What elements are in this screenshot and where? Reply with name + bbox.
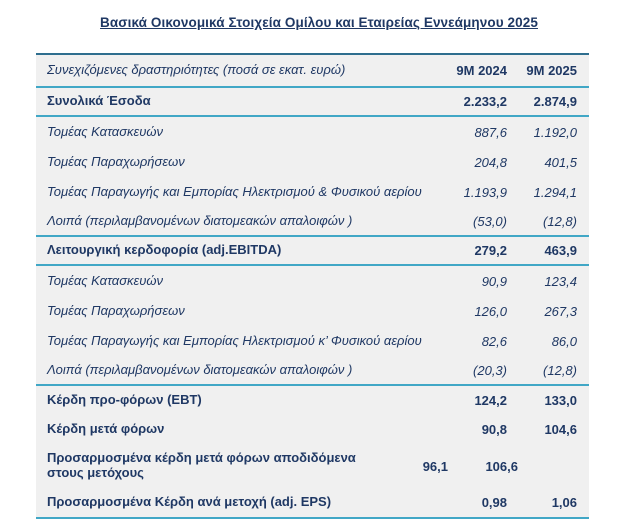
row-value-9m-2025: 104,6: [544, 422, 577, 437]
row-label: Τομέας Παραχωρήσεων: [47, 153, 185, 169]
row-value-9m-2024: 887,6: [474, 124, 507, 140]
table-row: [36, 207, 589, 237]
financial-table: [36, 53, 589, 519]
row-label: Τομέας Παραχωρήσεων: [47, 302, 185, 318]
table-row: [36, 386, 589, 415]
row-value-9m-2024: 204,8: [474, 154, 507, 170]
row-value-9m-2025: 86,0: [551, 333, 577, 349]
row-label: Λοιπά (περιλαμβανομένων διατομεακών απαλοιφών ): [47, 361, 353, 377]
row-value-9m-2024: 126,0: [474, 303, 507, 319]
table-row: [36, 356, 589, 386]
row-value-9m-2024: (53,0): [473, 213, 507, 229]
table-header-label: Συνεχιζόμενες δραστηριότητες (ποσά σε εκατ. ευρώ): [47, 62, 346, 78]
row-label: Τομέας Παραγωγής και Εμπορίας Ηλεκτρισμού & Φυσικού αερίου: [47, 183, 422, 199]
row-value-9m-2024: 0,98: [481, 495, 507, 510]
row-label: Συνολικά Έσοδα: [47, 93, 151, 109]
row-value-9m-2025: 106,6: [485, 458, 518, 474]
row-value-9m-2025: 133,0: [544, 393, 577, 408]
row-label: Προσαρμοσμένα κέρδη μετά φόρων αποδιδόμενα στους μετόχους: [47, 450, 356, 480]
table-row: [36, 444, 589, 488]
table-row: [36, 147, 589, 177]
column-header-9m-2025: 9M 2025: [526, 63, 577, 78]
row-value-9m-2024: 90,9: [481, 273, 507, 289]
row-value-9m-2025: 1,06: [551, 495, 577, 510]
row-value-9m-2025: 123,4: [544, 273, 577, 289]
row-value-9m-2024: 279,2: [474, 243, 507, 258]
table-row: [36, 117, 589, 147]
row-label: Λοιπά (περιλαμβανομένων διατομεακών απαλοιφών ): [47, 212, 353, 228]
table-row: [36, 266, 589, 296]
row-value-9m-2025: 1.294,1: [533, 184, 577, 200]
row-value-9m-2024: 124,2: [474, 393, 507, 408]
table-row: [36, 326, 589, 356]
row-value-9m-2025: 401,5: [544, 154, 577, 170]
row-value-9m-2025: 1.192,0: [533, 124, 577, 140]
row-value-9m-2025: 463,9: [544, 243, 577, 258]
row-value-9m-2024: 82,6: [481, 333, 507, 349]
row-label: Τομέας Κατασκευών: [47, 123, 164, 139]
table-row: [36, 237, 589, 266]
table-row: [36, 415, 589, 444]
column-header-9m-2024: 9M 2024: [456, 63, 507, 78]
row-label: Κέρδη προ-φόρων (EBT): [47, 392, 202, 408]
row-label: Τομέας Κατασκευών: [47, 272, 164, 288]
table-row: [36, 488, 589, 517]
row-value-9m-2024: (20,3): [473, 362, 507, 378]
row-value-9m-2025: (12,8): [543, 362, 577, 378]
row-label: Λειτουργική κερδοφορία (adj.EBITDA): [47, 242, 282, 258]
table-row: [36, 177, 589, 207]
row-value-9m-2025: 2.874,9: [533, 94, 577, 109]
row-value-9m-2024: 1.193,9: [463, 184, 507, 200]
row-value-9m-2024: 96,1: [422, 458, 448, 474]
row-value-9m-2024: 2.233,2: [463, 94, 507, 109]
table-header-row: [36, 55, 589, 88]
row-label: Τομέας Παραγωγής και Εμπορίας Ηλεκτρισμού κ’ Φυσικού αερίου: [47, 332, 422, 348]
row-value-9m-2025: (12,8): [543, 213, 577, 229]
table-body: [36, 88, 589, 517]
row-value-9m-2025: 267,3: [544, 303, 577, 319]
table-row: [36, 88, 589, 117]
row-label: Προσαρμοσμένα Κέρδη ανά μετοχή (adj. EPS): [47, 494, 332, 510]
table-row: [36, 296, 589, 326]
page-title: Βασικά Οικονομικά Στοιχεία Ομίλου και Εταιρείας Εννεάμηνου 2025: [100, 15, 538, 30]
row-value-9m-2024: 90,8: [481, 422, 507, 437]
row-label: Κέρδη μετά φόρων: [47, 421, 165, 437]
